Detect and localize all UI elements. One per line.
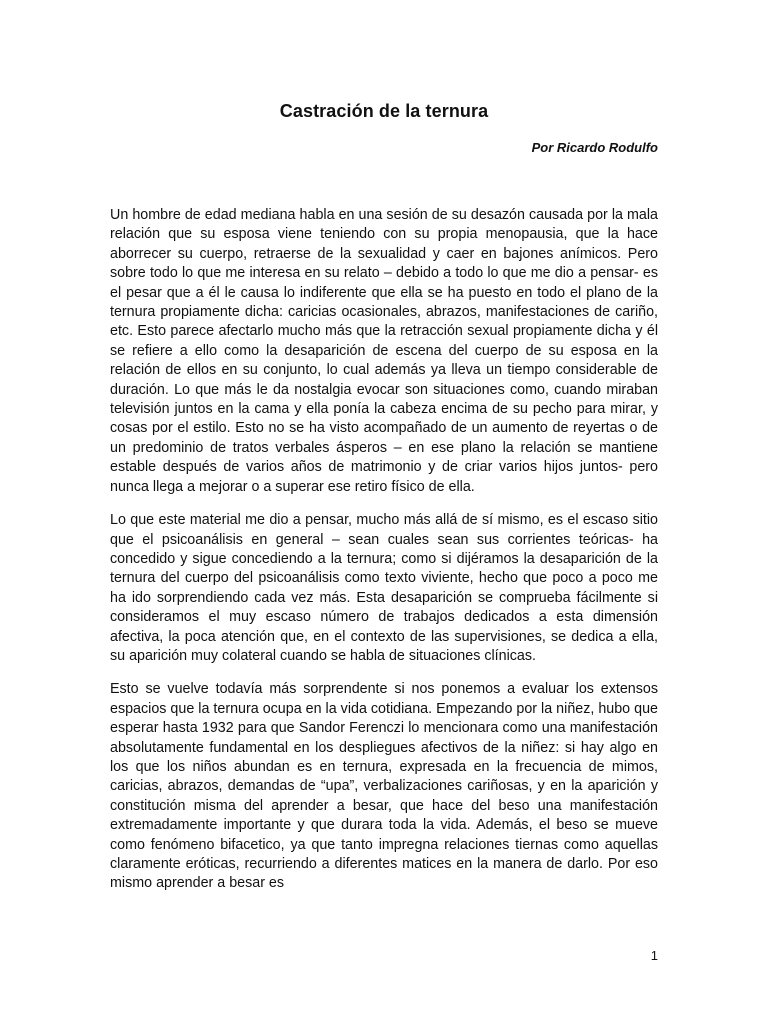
paragraph-1: Un hombre de edad mediana habla en una sesión de su desazón causada por la mala relación que su esposa viene teniendo con su propia menopausia, que la hace aborrecer su cuerpo, retraerse de la sexualidad y caer en bajones anímicos. Pero sobre todo lo que me interesa en su relato – debido a todo lo que me dio a pensar- es el pesar que a él le causa lo indiferente que ella se ha puesto en todo el plano de la ternura propiamente dicha: caricias ocasionales, abrazos, manifestaciones de cariño, etc. Esto parece afectarlo mucho más que la retracción sexual propiamente dicha y él se refiere a ello como la desaparición de escena del cuerpo de su esposa en la relación de ellos en su conjunto, lo cual además ya lleva un tiempo considerable de duración. Lo que más le da nostalgia evocar son situaciones como, cuando miraban televisión juntos en la cama y ella ponía la cabeza encima de su pecho para mirar, y cosas por el estilo. Esto no se ha visto acompañado de un aumento de reyertas o de un predominio de tratos verbales ásperos – en ese plano la relación se mantiene estable después de varios años de matrimonio y de criar varios hijos juntos- pero nunca llega a mejorar o a superar ese retiro físico de ella. — [110, 207, 658, 495]
author-line: Por Ricardo Rodulfo — [531, 140, 658, 155]
paragraph-3: Esto se vuelve todavía más sorprendente si nos ponemos a evaluar los extensos espacios que la ternura ocupa en la vida cotidiana. Empezando por la niñez, hubo que esperar hasta 1932 para que Sandor Ferenczi lo mencionara como una manifestación absolutamente fundamental en los despliegues afectivos de la niñez: si hay algo en los que los niños abundan es en ternura, expresada en la frecuencia de mimos, caricias, abrazos, demandas de “upa”, verbalizaciones cariñosas, y en la aparición y constitución misma del aprender a besar, que hace del beso una manifestación extremadamente importante y que durara toda la vida. Además, el beso se mueve como fenómeno bifacetico, ya que tanto impregna relaciones tiernas como aquellas claramente eróticas, recurriendo a diferentes matices en la manera de darlo. Por eso mismo aprender a besar es — [110, 681, 658, 892]
document-title: Castración de la ternura — [279, 101, 489, 121]
document-body — [110, 206, 658, 908]
page-number: 1 — [650, 948, 658, 963]
paragraph-2: Lo que este material me dio a pensar, mucho más allá de sí mismo, es el escaso sitio que el psicoanálisis en general – sean cuales sean sus corrientes teóricas- ha concedido y sigue concediendo a la ternura; como si dijéramos la desaparición de la ternura del cuerpo del psicoanálisis como texto viviente, hecho que poco a poco me ha ido sorprendiendo cada vez más. Esta desaparición se comprueba fácilmente si consideramos el muy escaso número de trabajos dedicados a esta dimensión afectiva, la poca atención que, en el contexto de las supervisiones, se dedica a ella, su aparición muy colateral cuando se habla de situaciones clínicas. — [110, 512, 658, 664]
